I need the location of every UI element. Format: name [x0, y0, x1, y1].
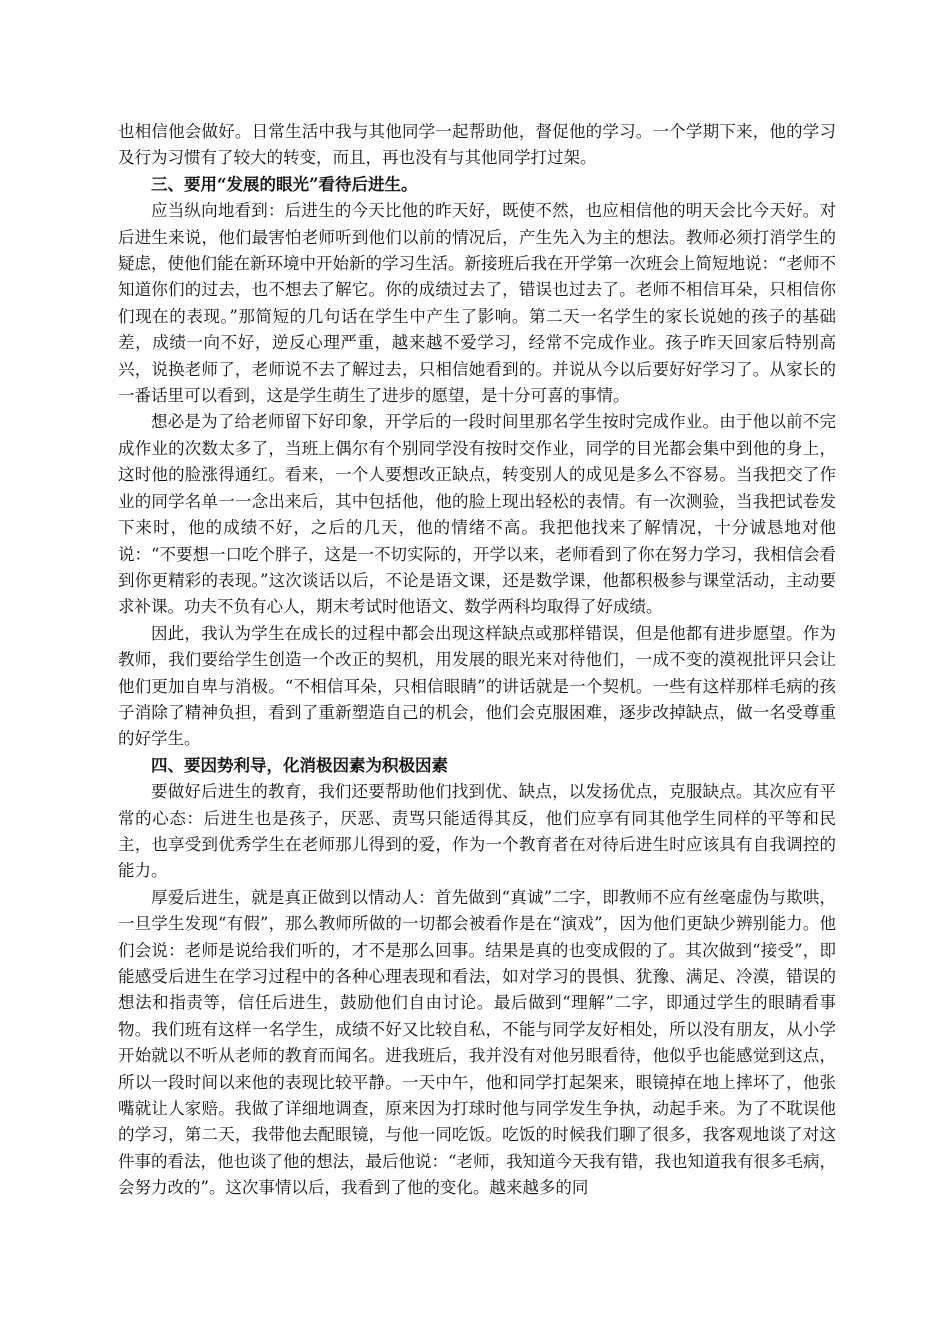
paragraph: 想必是为了给老师留下好印象，开学后的一段时间里那名学生按时完成作业。由于他以前不完成作业的次数太多了，当班上偶尔有个别同学没有按时交作业，同学的目光都会集中到他的身上，这时他的脸涨得通红。看来，一个人要想改正缺点，转变别人的成见是多么不容易。当我把交了作业的同学名单一一念出来后，其中包括他，他的脸上现出轻松的表情。有一次测验，当我把试卷发下来时，他的成绩不好，之后的几天，他的情绪不高。我把他找来了解情况，十分诚恳地对他说：“不要想一口吃个胖子，这是一不切实际的，开学以来，老师看到了你在努力学习，我相信会看到你更精彩的表现。”这次谈话以后，不论是语文课，还是数学课，他都积极参与课堂活动，主动要求补课。功夫不负有心人，期末考试时他语文、数学两科均取得了好成绩。	[118, 412, 836, 617]
document-page	[118, 119, 836, 1202]
paragraph: 要做好后进生的教育，我们还要帮助他们找到优、缺点，以发扬优点，克服缺点。其次应有平常的心态：后进生也是孩子，厌恶、责骂只能适得其反，他们应享有同其他学生同样的平等和民主，也享受到优秀学生在老师那儿得到的爱，作为一个教育者在对待后进生时应该具有自我调控的能力。	[118, 782, 836, 881]
paragraph: 应当纵向地看到：后进生的今天比他的昨天好，既使不然，也应相信他的明天会比今天好。对后进生来说，他们最害怕老师听到他们以前的情况后，产生先入为主的想法。教师必须打消学生的疑虑，使他们能在新环境中开始新的学习生活。新接班后我在开学第一次班会上简短地说：“老师不知道你们的过去，也不想去了解它。你的成绩过去了，错误也过去了。老师不相信耳朵，只相信你们现在的表现。”那简短的几句话在学生中产生了影响。第二天一名学生的家长说她的孩子的基础差，成绩一向不好，逆反心理严重，越来越不爱学习，经常不完成作业。孩子昨天回家后特别高兴，说换老师了，老师说不去了解过去，只相信她看到的。并说从今以后要好好学习了。从家长的一番话里可以看到，这是学生萌生了进步的愿望，是十分可喜的事情。	[118, 201, 836, 406]
paragraph: 厚爱后进生，就是真正做到以情动人：首先做到“真诚”二字，即教师不应有丝毫虚伪与欺哄，一旦学生发现“有假”，那么教师所做的一切都会被看作是在“演戏”，因为他们更缺少辨别能力。他们会说：老师是说给我们听的，才不是那么回事。结果是真的也变成假的了。其次做到“接受”，即能感受后进生在学习过程中的各种心理表现和看法，如对学习的畏惧、犹豫、满足、冷漠，错误的想法和指责等，信任后进生，鼓励他们自由讨论。最后做到“理解”二字，即通过学生的眼睛看事物。我们班有这样一名学生，成绩不好又比较自私，不能与同学友好相处，所以没有朋友，从小学开始就以不听从老师的教育而闻名。进我班后，我并没有对他另眼看待，他似乎也能感觉到这点，所以一段时间以来他的表现比较平静。一天中午，他和同学打起架来，眼镜掉在地上摔坏了，他张嘴就让人家赔。我做了详细地调查，原来因为打球时他与同学发生争执，动起手来。为了不耽误他的学习，第二天，我带他去配眼镜，与他一同吃饭。吃饭的时候我们聊了很多，我客观地谈了对这件事的看法，他也谈了他的想法，最后他说：“老师，我知道今天我有错，我也知道我有很多毛病，会努力改的”。这次事情以后，我看到了他的变化。越来越多的同	[118, 887, 836, 1198]
paragraph: 因此，我认为学生在成长的过程中都会出现这样缺点或那样错误，但是他都有进步愿望。作为教师，我们要给学生创造一个改正的契机，用发展的眼光来对待他们，一成不变的漠视批评只会让他们更加自卑与消极。“不相信耳朵，只相信眼睛”的讲话就是一个契机。一些有这样那样毛病的孩子消除了精神负担，看到了重新塑造自己的机会，他们会克服困难，逐步改掉缺点，做一名受尊重的好学生。	[118, 623, 836, 749]
section-heading-four: 四、要因势利导，化消极因素为积极因素	[151, 755, 448, 775]
section-heading-three: 三、要用“发展的眼光”看待后进生。	[151, 174, 418, 194]
paragraph-continuation: 也相信他会做好。日常生活中我与其他同学一起帮助他，督促他的学习。一个学期下来，他的学习及行为习惯有了较大的转变，而且，再也没有与其他同学打过架。	[118, 122, 836, 168]
